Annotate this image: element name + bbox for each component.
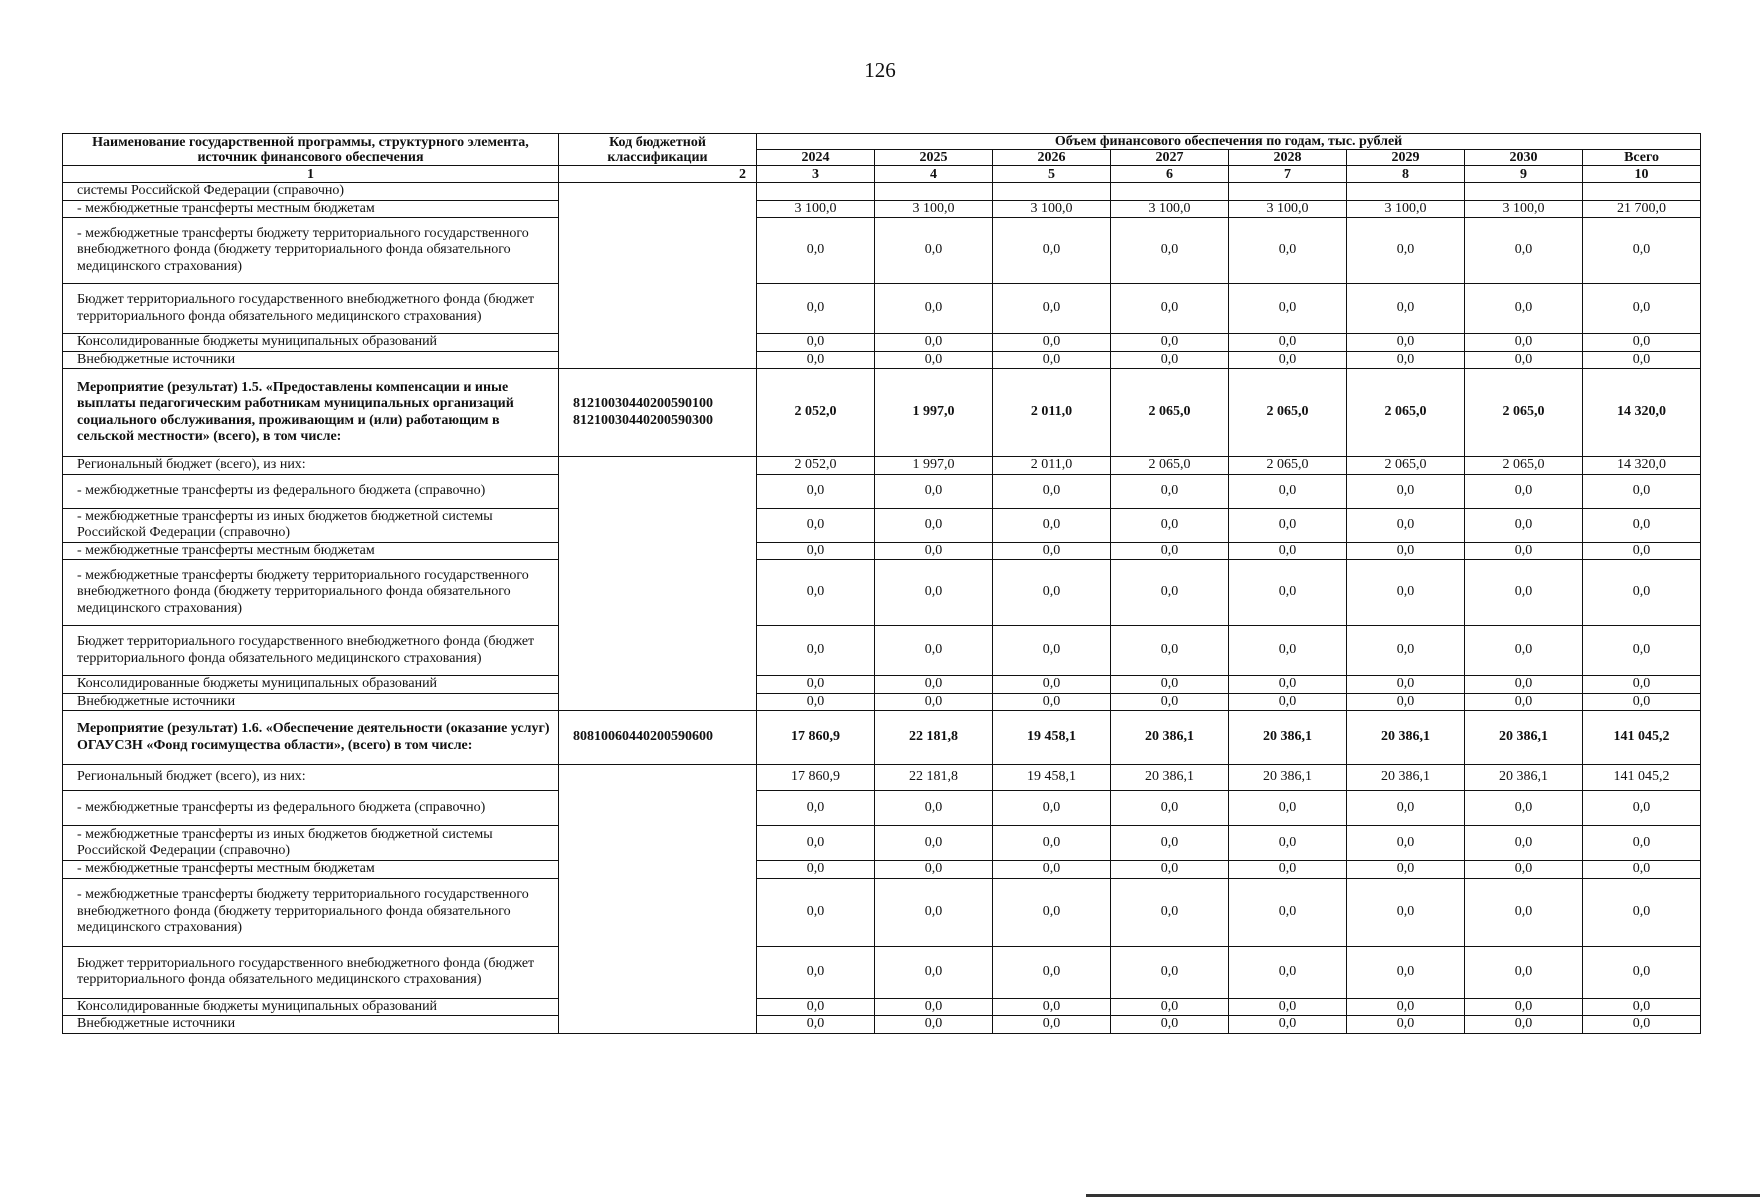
table-row xyxy=(63,474,1701,508)
year-value: 0,0 xyxy=(875,1016,993,1034)
table-row xyxy=(63,351,1701,369)
year-value: 0,0 xyxy=(993,542,1111,560)
year-value: 0,0 xyxy=(993,1016,1111,1034)
year-value: 0,0 xyxy=(757,998,875,1016)
row-name: Консолидированные бюджеты муниципальных образований xyxy=(63,998,559,1016)
year-value: 0,0 xyxy=(993,946,1111,998)
col-index: 10 xyxy=(1583,166,1701,183)
year-value: 0,0 xyxy=(757,626,875,676)
year-value: 0,0 xyxy=(1111,560,1229,626)
year-value xyxy=(1111,183,1229,201)
col-header-code: Код бюджетной классификации xyxy=(559,134,757,166)
year-value: 2 065,0 xyxy=(1111,457,1229,475)
year-header: 2024 xyxy=(757,150,875,166)
col-index: 4 xyxy=(875,166,993,183)
year-value: 0,0 xyxy=(1347,334,1465,352)
year-value: 0,0 xyxy=(1465,508,1583,542)
year-value: 0,0 xyxy=(1465,693,1583,711)
total-value: 0,0 xyxy=(1583,946,1701,998)
year-value: 0,0 xyxy=(1111,946,1229,998)
year-value: 0,0 xyxy=(757,474,875,508)
year-value: 0,0 xyxy=(1347,791,1465,826)
year-value: 0,0 xyxy=(993,218,1111,284)
year-value: 0,0 xyxy=(1465,826,1583,861)
row-name: - межбюджетные трансферты бюджету территориального государственного внебюджетного фонда (бюджету территориального фонда обязательного медицинского страхования) xyxy=(63,218,559,284)
row-name: - межбюджетные трансферты из федерального бюджета (справочно) xyxy=(63,474,559,508)
year-value: 0,0 xyxy=(1347,508,1465,542)
year-value: 3 100,0 xyxy=(757,200,875,218)
year-value: 2 065,0 xyxy=(1229,369,1347,457)
year-value: 22 181,8 xyxy=(875,711,993,765)
year-value: 0,0 xyxy=(1229,1016,1347,1034)
table-row xyxy=(63,946,1701,998)
row-name: Региональный бюджет (всего), из них: xyxy=(63,457,559,475)
year-header: 2027 xyxy=(1111,150,1229,166)
total-value: 0,0 xyxy=(1583,1016,1701,1034)
year-value: 2 065,0 xyxy=(1465,457,1583,475)
year-value: 20 386,1 xyxy=(1111,711,1229,765)
year-value xyxy=(1229,183,1347,201)
table-row xyxy=(63,1016,1701,1034)
page-number: 126 xyxy=(864,58,896,82)
year-value: 0,0 xyxy=(1465,626,1583,676)
year-value: 0,0 xyxy=(1111,693,1229,711)
year-header: 2029 xyxy=(1347,150,1465,166)
year-value: 22 181,8 xyxy=(875,765,993,791)
year-value: 0,0 xyxy=(1229,946,1347,998)
total-value: 0,0 xyxy=(1583,474,1701,508)
total-header: Всего xyxy=(1583,150,1701,166)
year-value: 2 065,0 xyxy=(1111,369,1229,457)
row-name: - межбюджетные трансферты бюджету территориального государственного внебюджетного фонда (бюджету территориального фонда обязательного медицинского страхования) xyxy=(63,878,559,946)
year-value: 0,0 xyxy=(1347,474,1465,508)
year-value: 0,0 xyxy=(1465,284,1583,334)
year-value: 0,0 xyxy=(1347,826,1465,861)
year-value: 20 386,1 xyxy=(1111,765,1229,791)
year-value: 0,0 xyxy=(1229,861,1347,879)
col-index: 5 xyxy=(993,166,1111,183)
col-header-volume: Объем финансового обеспечения по годам, тыс. рублей xyxy=(757,134,1701,150)
row-name: системы Российской Федерации (справочно) xyxy=(63,183,559,201)
year-value: 0,0 xyxy=(1229,508,1347,542)
year-value: 1 997,0 xyxy=(875,369,993,457)
total-value: 0,0 xyxy=(1583,693,1701,711)
year-header: 2030 xyxy=(1465,150,1583,166)
year-value: 0,0 xyxy=(875,542,993,560)
year-value: 0,0 xyxy=(757,508,875,542)
table-body xyxy=(63,183,1701,1034)
row-name: Бюджет территориального государственного внебюджетного фонда (бюджет территориального фонда обязательного медицинского страхования) xyxy=(63,284,559,334)
year-value: 3 100,0 xyxy=(1347,200,1465,218)
year-value: 0,0 xyxy=(1465,474,1583,508)
year-value: 0,0 xyxy=(875,474,993,508)
total-value: 141 045,2 xyxy=(1583,711,1701,765)
year-value: 0,0 xyxy=(1111,676,1229,694)
row-name: Консолидированные бюджеты муниципальных образований xyxy=(63,676,559,694)
year-value: 2 052,0 xyxy=(757,457,875,475)
year-value xyxy=(875,183,993,201)
year-value: 0,0 xyxy=(757,1016,875,1034)
year-value: 3 100,0 xyxy=(1111,200,1229,218)
year-value: 0,0 xyxy=(875,998,993,1016)
year-value: 0,0 xyxy=(1229,693,1347,711)
col-index: 8 xyxy=(1347,166,1465,183)
year-value: 3 100,0 xyxy=(875,200,993,218)
budget-code-cell xyxy=(559,369,757,457)
budget-code: 81210030440200590300 xyxy=(573,412,713,428)
year-value: 0,0 xyxy=(1347,626,1465,676)
row-name: - межбюджетные трансферты местным бюджетам xyxy=(63,200,559,218)
row-name: Внебюджетные источники xyxy=(63,1016,559,1034)
header-row xyxy=(63,134,1701,150)
table-row xyxy=(63,284,1701,334)
year-value: 0,0 xyxy=(875,626,993,676)
year-value xyxy=(757,183,875,201)
year-value: 0,0 xyxy=(1347,693,1465,711)
year-value: 0,0 xyxy=(1229,351,1347,369)
table-row xyxy=(63,676,1701,694)
year-header: 2025 xyxy=(875,150,993,166)
year-value: 20 386,1 xyxy=(1229,711,1347,765)
year-value: 3 100,0 xyxy=(1465,200,1583,218)
row-name: Бюджет территориального государственного внебюджетного фонда (бюджет территориального фонда обязательного медицинского страхования) xyxy=(63,946,559,998)
budget-code: 81210030440200590100 xyxy=(573,396,713,411)
index-row xyxy=(63,166,1701,183)
year-value: 0,0 xyxy=(757,861,875,879)
year-value: 2 065,0 xyxy=(1347,369,1465,457)
total-value: 0,0 xyxy=(1583,284,1701,334)
year-value: 0,0 xyxy=(1465,560,1583,626)
year-value: 2 065,0 xyxy=(1347,457,1465,475)
row-name: Внебюджетные источники xyxy=(63,693,559,711)
year-value: 0,0 xyxy=(1465,676,1583,694)
year-value: 3 100,0 xyxy=(993,200,1111,218)
year-header: 2026 xyxy=(993,150,1111,166)
year-value: 0,0 xyxy=(757,334,875,352)
year-value: 1 997,0 xyxy=(875,457,993,475)
year-value: 0,0 xyxy=(875,334,993,352)
year-value xyxy=(993,183,1111,201)
year-value: 0,0 xyxy=(1465,542,1583,560)
table-row xyxy=(63,791,1701,826)
total-value: 14 320,0 xyxy=(1583,457,1701,475)
year-value: 0,0 xyxy=(757,693,875,711)
col-index: 9 xyxy=(1465,166,1583,183)
year-value: 0,0 xyxy=(1111,474,1229,508)
total-value: 0,0 xyxy=(1583,351,1701,369)
year-value: 0,0 xyxy=(993,351,1111,369)
year-value: 0,0 xyxy=(1229,676,1347,694)
row-name: Внебюджетные источники xyxy=(63,351,559,369)
year-value: 2 065,0 xyxy=(1465,369,1583,457)
year-value: 0,0 xyxy=(993,474,1111,508)
year-value: 0,0 xyxy=(1111,284,1229,334)
row-name: - межбюджетные трансферты местным бюджетам xyxy=(63,542,559,560)
year-value: 0,0 xyxy=(1347,1016,1465,1034)
year-value: 0,0 xyxy=(993,998,1111,1016)
year-value: 0,0 xyxy=(993,560,1111,626)
year-value: 0,0 xyxy=(875,560,993,626)
year-value: 0,0 xyxy=(993,626,1111,676)
year-value: 3 100,0 xyxy=(1229,200,1347,218)
total-value: 141 045,2 xyxy=(1583,765,1701,791)
table-row xyxy=(63,457,1701,475)
year-value: 0,0 xyxy=(1465,946,1583,998)
year-value: 0,0 xyxy=(993,676,1111,694)
year-value: 0,0 xyxy=(993,878,1111,946)
year-value: 0,0 xyxy=(1229,474,1347,508)
year-value: 19 458,1 xyxy=(993,765,1111,791)
year-value: 17 860,9 xyxy=(757,765,875,791)
year-value: 0,0 xyxy=(757,826,875,861)
year-value: 0,0 xyxy=(993,508,1111,542)
year-value: 0,0 xyxy=(757,284,875,334)
year-value: 0,0 xyxy=(1465,218,1583,284)
year-header: 2028 xyxy=(1229,150,1347,166)
year-value: 0,0 xyxy=(1229,998,1347,1016)
year-value: 2 052,0 xyxy=(757,369,875,457)
year-value: 0,0 xyxy=(875,676,993,694)
total-value: 0,0 xyxy=(1583,826,1701,861)
year-value: 0,0 xyxy=(1111,218,1229,284)
year-value: 0,0 xyxy=(1465,861,1583,879)
col-index: 6 xyxy=(1111,166,1229,183)
total-value: 0,0 xyxy=(1583,626,1701,676)
table-row xyxy=(63,183,1701,201)
year-value: 0,0 xyxy=(993,791,1111,826)
year-value: 0,0 xyxy=(875,508,993,542)
col-index: 1 xyxy=(63,166,559,183)
year-value: 2 011,0 xyxy=(993,457,1111,475)
year-value: 17 860,9 xyxy=(757,711,875,765)
year-value: 0,0 xyxy=(1347,284,1465,334)
year-value: 0,0 xyxy=(1111,791,1229,826)
year-value: 0,0 xyxy=(875,693,993,711)
year-value: 0,0 xyxy=(1229,826,1347,861)
year-value: 0,0 xyxy=(757,878,875,946)
budget-code-cell xyxy=(559,711,757,765)
table-row xyxy=(63,508,1701,542)
col-header-name: Наименование государственной программы, структурного элемента, источник финансового обеспечения xyxy=(63,134,559,166)
year-value: 0,0 xyxy=(1229,791,1347,826)
year-value: 0,0 xyxy=(993,334,1111,352)
year-value: 0,0 xyxy=(757,560,875,626)
row-name: Консолидированные бюджеты муниципальных образований xyxy=(63,334,559,352)
year-value: 2 065,0 xyxy=(1229,457,1347,475)
year-value xyxy=(1465,183,1583,201)
total-value: 0,0 xyxy=(1583,791,1701,826)
year-value: 0,0 xyxy=(875,284,993,334)
year-value: 0,0 xyxy=(1229,878,1347,946)
year-value: 0,0 xyxy=(1347,676,1465,694)
row-name: - межбюджетные трансферты из федерального бюджета (справочно) xyxy=(63,791,559,826)
table-row xyxy=(63,218,1701,284)
year-value: 0,0 xyxy=(1229,560,1347,626)
table-row xyxy=(63,200,1701,218)
total-value: 0,0 xyxy=(1583,998,1701,1016)
year-value: 0,0 xyxy=(1347,351,1465,369)
year-value: 0,0 xyxy=(1111,508,1229,542)
total-value: 0,0 xyxy=(1583,878,1701,946)
total-value: 0,0 xyxy=(1583,334,1701,352)
year-value: 0,0 xyxy=(875,218,993,284)
col-index: 7 xyxy=(1229,166,1347,183)
year-value: 0,0 xyxy=(1347,560,1465,626)
year-value: 0,0 xyxy=(757,676,875,694)
table-row xyxy=(63,878,1701,946)
year-value: 0,0 xyxy=(875,946,993,998)
year-value: 0,0 xyxy=(1465,998,1583,1016)
total-value: 0,0 xyxy=(1583,542,1701,560)
budget-code-empty xyxy=(559,457,757,711)
col-index: 2 xyxy=(559,166,757,183)
table-row xyxy=(63,826,1701,861)
table-row xyxy=(63,560,1701,626)
row-name: - межбюджетные трансферты бюджету территориального государственного внебюджетного фонда (бюджету территориального фонда обязательного медицинского страхования) xyxy=(63,560,559,626)
year-value: 0,0 xyxy=(1111,542,1229,560)
year-value: 0,0 xyxy=(993,861,1111,879)
year-value: 0,0 xyxy=(875,791,993,826)
year-value: 0,0 xyxy=(1111,351,1229,369)
row-name: - межбюджетные трансферты из иных бюджетов бюджетной системы Российской Федерации (справочно) xyxy=(63,826,559,861)
year-value: 0,0 xyxy=(1347,542,1465,560)
year-value: 20 386,1 xyxy=(1465,711,1583,765)
table-row xyxy=(63,334,1701,352)
year-value: 0,0 xyxy=(757,946,875,998)
year-value xyxy=(1347,183,1465,201)
row-name: - межбюджетные трансферты местным бюджетам xyxy=(63,861,559,879)
year-value: 0,0 xyxy=(875,878,993,946)
year-value: 0,0 xyxy=(1111,826,1229,861)
col-index: 3 xyxy=(757,166,875,183)
year-value: 0,0 xyxy=(1465,334,1583,352)
year-value: 0,0 xyxy=(1229,334,1347,352)
year-value: 0,0 xyxy=(875,351,993,369)
total-value xyxy=(1583,183,1701,201)
budget-code: 80810060440200590600 xyxy=(573,729,713,745)
year-value: 0,0 xyxy=(1111,1016,1229,1034)
year-value: 0,0 xyxy=(1229,542,1347,560)
total-value: 0,0 xyxy=(1583,560,1701,626)
year-value: 0,0 xyxy=(1111,861,1229,879)
year-value: 19 458,1 xyxy=(993,711,1111,765)
total-value: 0,0 xyxy=(1583,218,1701,284)
row-name: - межбюджетные трансферты из иных бюджетов бюджетной системы Российской Федерации (справочно) xyxy=(63,508,559,542)
total-value: 0,0 xyxy=(1583,861,1701,879)
year-value: 0,0 xyxy=(1465,1016,1583,1034)
year-value: 20 386,1 xyxy=(1347,711,1465,765)
year-value: 0,0 xyxy=(757,351,875,369)
year-value: 0,0 xyxy=(1111,626,1229,676)
event-name: Мероприятие (результат) 1.6. «Обеспечение деятельности (оказание услуг) ОГАУСЗН «Фонд госимущества области», (всего) в том числе: xyxy=(63,711,559,765)
year-value: 0,0 xyxy=(1347,946,1465,998)
year-value: 20 386,1 xyxy=(1347,765,1465,791)
year-value: 0,0 xyxy=(993,284,1111,334)
year-value: 0,0 xyxy=(875,826,993,861)
table-row xyxy=(63,542,1701,560)
table-row xyxy=(63,765,1701,791)
total-value: 21 700,0 xyxy=(1583,200,1701,218)
year-value: 0,0 xyxy=(1229,284,1347,334)
table-row xyxy=(63,693,1701,711)
year-value: 0,0 xyxy=(1347,218,1465,284)
year-value: 2 011,0 xyxy=(993,369,1111,457)
year-value: 0,0 xyxy=(1229,218,1347,284)
row-name: Бюджет территориального государственного внебюджетного фонда (бюджет территориального фонда обязательного медицинского страхования) xyxy=(63,626,559,676)
year-value: 20 386,1 xyxy=(1229,765,1347,791)
financing-table xyxy=(62,133,1701,1034)
row-name: Региональный бюджет (всего), из них: xyxy=(63,765,559,791)
year-value: 0,0 xyxy=(875,861,993,879)
table-row xyxy=(63,998,1701,1016)
year-value: 0,0 xyxy=(757,791,875,826)
event-name: Мероприятие (результат) 1.5. «Предоставлены компенсации и иные выплаты педагогическим работникам муниципальных организаций социального обслуживания, проживающим и (или) работающим в сельской местности» (всего), в том числе: xyxy=(63,369,559,457)
year-value: 0,0 xyxy=(1347,878,1465,946)
total-value: 0,0 xyxy=(1583,676,1701,694)
year-value: 0,0 xyxy=(757,542,875,560)
budget-code-empty xyxy=(559,183,757,369)
year-value: 0,0 xyxy=(1347,998,1465,1016)
year-value: 0,0 xyxy=(993,693,1111,711)
year-value: 0,0 xyxy=(1347,861,1465,879)
year-value: 0,0 xyxy=(1465,791,1583,826)
total-value: 14 320,0 xyxy=(1583,369,1701,457)
year-value: 0,0 xyxy=(993,826,1111,861)
year-value: 0,0 xyxy=(1111,878,1229,946)
table-row xyxy=(63,626,1701,676)
total-value: 0,0 xyxy=(1583,508,1701,542)
event-row xyxy=(63,369,1701,457)
year-value: 0,0 xyxy=(1229,626,1347,676)
year-value: 0,0 xyxy=(1111,998,1229,1016)
year-value: 20 386,1 xyxy=(1465,765,1583,791)
table-row xyxy=(63,861,1701,879)
year-value: 0,0 xyxy=(1465,351,1583,369)
year-value: 0,0 xyxy=(757,218,875,284)
event-row xyxy=(63,711,1701,765)
page-edge-line xyxy=(1086,1194,1760,1197)
year-value: 0,0 xyxy=(1111,334,1229,352)
budget-code-empty xyxy=(559,765,757,1034)
year-value: 0,0 xyxy=(1465,878,1583,946)
